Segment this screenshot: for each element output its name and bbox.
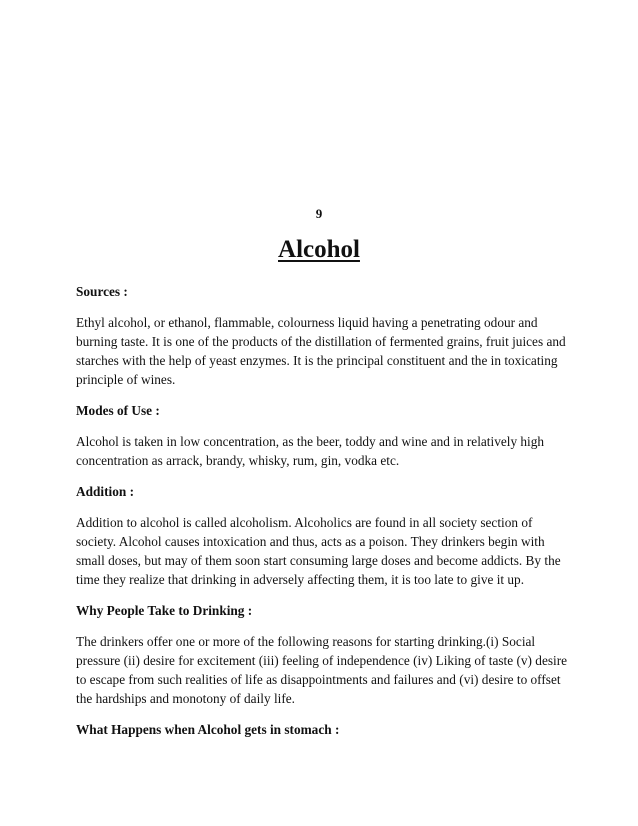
section-heading-why-people-drink: Why People Take to Drinking : [76, 603, 253, 618]
section-heading-modes-of-use: Modes of Use : [76, 403, 160, 418]
chapter-title: Alcohol [278, 236, 360, 263]
document-body [76, 282, 568, 751]
chapter-number: 9 [315, 206, 323, 221]
paragraph-modes-of-use: Alcohol is taken in low concentration, as the beer, toddy and wine and in relatively high concentration as arrack, brandy, whisky, rum, gin, vodka etc. [76, 434, 545, 468]
paragraph-sources: Ethyl alcohol, or ethanol, flammable, colourness liquid having a penetrating odour and burning taste. It is one of the products of the distillation of fermented grains, fruit juices and starches with the help of yeast enzymes. It is the principal constituent and the in toxicating principle of wines. [76, 315, 566, 387]
paragraph-why-people-drink: The drinkers offer one or more of the following reasons for starting drinking.(i) Social pressure (ii) desire for excitement (iii) feeling of independence (iv) Liking of taste (v) desire to escape from such realities of life as disappointments and failures and (vi) desire to offset the hardships and monotony of daily life. [76, 634, 568, 706]
section-heading-alcohol-in-stomach: What Happens when Alcohol gets in stomach : [76, 722, 340, 737]
section-heading-sources: Sources : [76, 284, 128, 299]
paragraph-addition: Addition to alcohol is called alcoholism. Alcoholics are found in all society section of society. Alcohol causes intoxication and thus, acts as a poison. They drinkers begin with small doses, but may of them soon start consuming large doses and become addicts. By the time they realize that drinking in adversely affecting them, it is too late to give it up. [76, 515, 561, 587]
section-heading-addition: Addition : [76, 484, 135, 499]
